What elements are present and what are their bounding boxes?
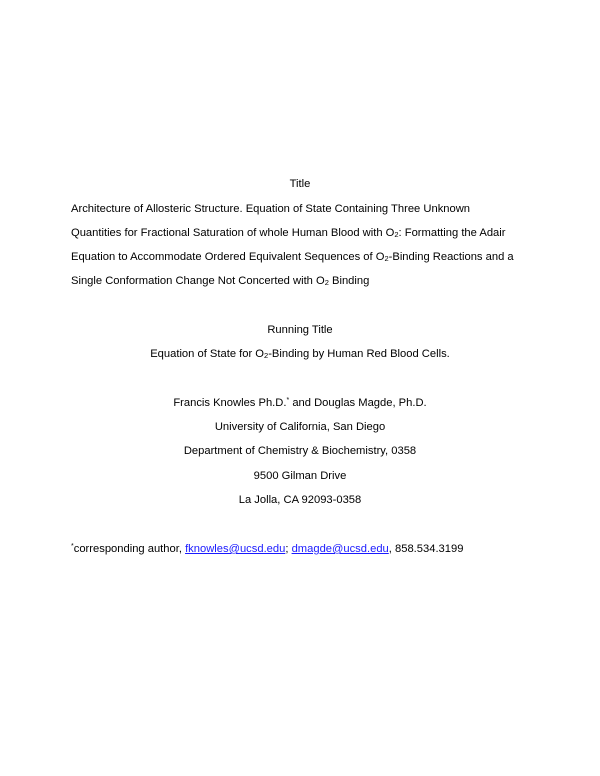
affiliation-city: La Jolla, CA 92093-0358 bbox=[238, 494, 362, 506]
title-line-4: Single Conformation Change Not Concerted with $O_2$ Binding bbox=[71, 275, 370, 287]
title-line-2: Quantities for Fractional Saturation of whole Human Blood with $O_2$: Formatting the Adair bbox=[71, 227, 506, 239]
title-heading: Title bbox=[289, 178, 311, 190]
author-line: Francis Knowles Ph.D.* and Douglas Magde, Ph.D. bbox=[173, 397, 427, 409]
affiliation-department: Department of Chemistry & Biochemistry, 0358 bbox=[183, 445, 417, 457]
title-line-1: Architecture of Allosteric Structure. Equation of State Containing Three Unknown bbox=[71, 203, 471, 215]
title-line-3: Equation to Accommodate Ordered Equivalent Sequences of $O_2$-Binding Reactions and a bbox=[71, 251, 514, 263]
email-link-fknowles[interactable]: fknowles@ucsd.edu bbox=[185, 543, 286, 555]
affiliation-university: University of California, San Diego bbox=[214, 421, 386, 433]
email-link-dmagde[interactable]: dmagde@ucsd.edu bbox=[291, 543, 389, 555]
affiliation-street: 9500 Gilman Drive bbox=[253, 470, 347, 482]
running-title-text: Equation of State for $O_2$-Binding by Human Red Blood Cells. bbox=[150, 348, 450, 360]
corresponding-author-footnote: *corresponding author, fknowles@ucsd.edu; dmagde@ucsd.edu, 858.534.3199 bbox=[71, 543, 464, 555]
running-title-heading: Running Title bbox=[267, 324, 333, 336]
